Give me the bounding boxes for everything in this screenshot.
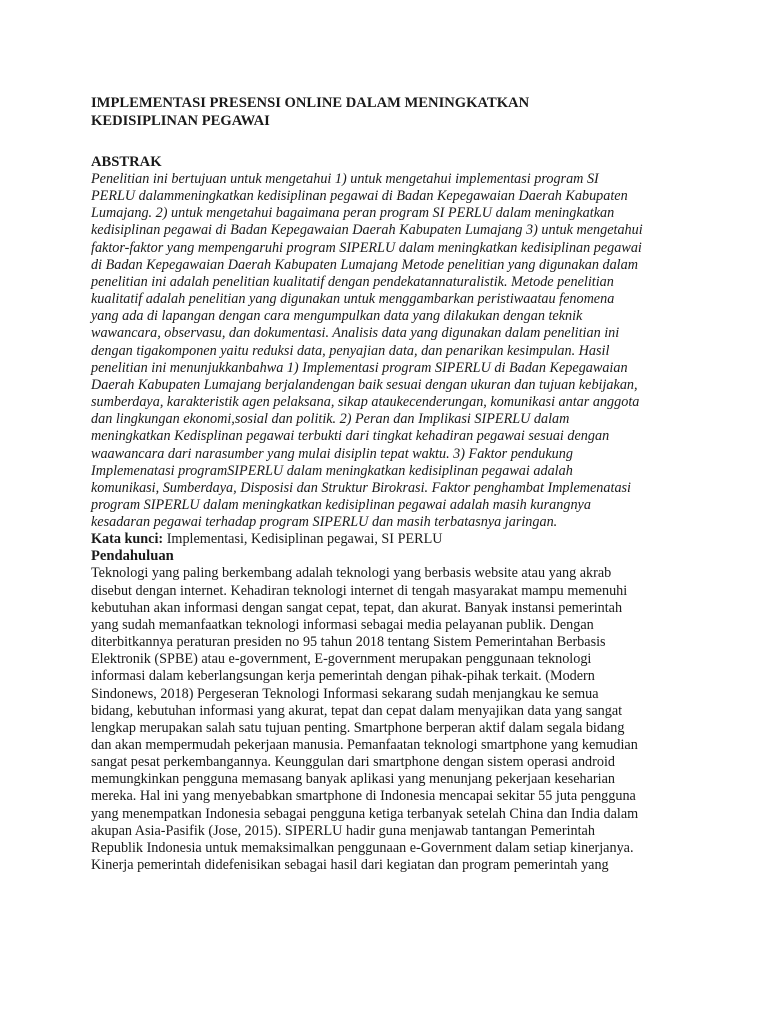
abstract-line: Lumajang. 2) untuk mengetahui bagaimana peran program SI PERLU dalam meningkatkan bbox=[91, 205, 615, 222]
abstract-line: kedisiplinan pegawai di Badan Kepegawaian Daerah Kabupaten Lumajang 3) untuk mengetahui bbox=[91, 222, 643, 239]
abstract-line: program SIPERLU dalam meningkatkan kedisiplinan pegawai adalah masih kurangnya bbox=[91, 496, 591, 513]
body-line: Republik Indonesia untuk memaksimalkan penggunaan e-Government dalam setiap kinerjanya. bbox=[91, 839, 634, 856]
body-line: lengkap merupakan salah satu tujuan penting. Smartphone berperan aktif dalam segala bidang bbox=[91, 719, 625, 736]
body-line: yang menempatkan Indonesia sebagai pengguna ketiga terbanyak setelah China dan India dalam bbox=[91, 805, 639, 822]
body-line: Kinerja pemerintah didefenisikan sebagai hasil dari kegiatan dan program pemerintah yang bbox=[91, 857, 609, 874]
abstract-line: faktor-faktor yang mempengaruhi program SIPERLU dalam meningkatkan kedisiplinan pegawai bbox=[91, 239, 642, 256]
abstract-body bbox=[91, 171, 691, 531]
body-line: yang sudah memanfaatkan teknologi informasi sebagai media pelayanan publik. Dengan bbox=[91, 616, 594, 633]
abstract-line: komunikasi, Sumberdaya, Disposisi dan Struktur Birokrasi. Faktor penghambat Implemenatasi bbox=[91, 479, 631, 496]
body-line: Elektronik (SPBE) atau e-government, E-government merupakan penggunaan teknologi bbox=[91, 651, 592, 668]
body-line: informasi dalam keberlangsungan kerja pemerintah dengan pihak-pihak terkait. (Modern bbox=[91, 668, 595, 685]
body-line: sangat pesat perkembangannya. Keunggulan dari smartphone dengan sistem operasi android bbox=[91, 754, 615, 771]
body-line: bidang, kebutuhan informasi yang akurat, tepat dan cepat dalam menyajikan data yang sangat bbox=[91, 702, 623, 719]
body-line: kebutuhan akan informasi dengan sangat cepat, tepat, dan akurat. Banyak instansi pemerintah bbox=[91, 599, 623, 616]
abstract-line: dan lingkungan ekonomi,sosial dan politik. 2) Peran dan Implikasi SIPERLU dalam bbox=[91, 411, 570, 428]
pendahuluan-heading: Pendahuluan bbox=[91, 548, 174, 565]
title-line: KEDISIPLINAN PEGAWAI bbox=[91, 113, 270, 129]
abstract-line: Implemenatasi programSIPERLU dalam meningkatkan kedisiplinan pegawai adalah bbox=[91, 462, 573, 479]
abstract-line: PERLU dalammeningkatkan kedisiplinan pegawai di Badan Kepegawaian Daerah Kabupaten bbox=[91, 188, 628, 205]
abstract-line: kualitatif adalah penelitian yang digunakan untuk menggambarkan peristiwaatau fenomena bbox=[91, 291, 615, 308]
document-page bbox=[91, 94, 691, 874]
keywords-label: Kata kunci: bbox=[91, 531, 164, 548]
body-line: disebut dengan internet. Kehadiran teknologi internet di tengah masyarakat mampu memenuhi bbox=[91, 582, 628, 599]
abstract-line: kesadaran pegawai terhadap program SIPERLU dan masih terbatasnya jaringan. bbox=[91, 514, 558, 531]
keywords-text: Implementasi, Kedisiplinan pegawai, SI PERLU bbox=[163, 531, 443, 548]
abstract-line: penelitian ini adalah penelitian kualitatif dengan pendekatannaturalistik. Metode penelitian bbox=[91, 273, 614, 290]
paper-title bbox=[91, 94, 691, 130]
abstract-line: dengan tigakomponen yaitu reduksi data, penyajian data, dan penarikan kesimpulan. Hasil bbox=[91, 342, 610, 359]
abstract-line: sumberdaya, karakteristik agen pelaksana, sikap ataukecenderungan, komunikasi antar anggota bbox=[91, 394, 640, 411]
keywords bbox=[91, 531, 691, 548]
abstract-heading: ABSTRAK bbox=[91, 154, 162, 170]
abstract-line: Penelitian ini bertujuan untuk mengetahui 1) untuk mengetahui implementasi program SI bbox=[91, 171, 599, 187]
body-line: memungkinkan pengguna memasang banyak aplikasi yang menunjang pekerjaan keseharian bbox=[91, 771, 615, 788]
body-line: diterbitkannya peraturan presiden no 95 tahun 2018 tentang Sistem Pemerintahan Berbasis bbox=[91, 634, 606, 651]
body-line: Teknologi yang paling berkembang adalah teknologi yang berbasis website atau yang akrab bbox=[91, 565, 612, 582]
abstract-line: meningkatkan Kedisplinan pegawai terbukti dari tingkat kehadiran pegawai sesuai dengan bbox=[91, 428, 610, 445]
abstract-line: penelitian ini menunjukkanbahwa 1) Implementasi program SIPERLU di Badan Kepegawaian bbox=[91, 359, 628, 376]
body-line: mereka. Hal ini yang menyebabkan smartphone di Indonesia mencapai sekitar 55 juta pengguna bbox=[91, 788, 636, 805]
abstract-line: yang ada di lapangan dengan cara mengumpulkan data yang dilakukan dengan teknik bbox=[91, 308, 583, 325]
abstract-line: di Badan Kepegawaian Daerah Kabupaten Lumajang Metode penelitian yang digunakan dalam bbox=[91, 256, 638, 273]
title-line: IMPLEMENTASI PRESENSI ONLINE DALAM MENINGKATKAN bbox=[91, 95, 530, 111]
abstract-line: wawancara, observasu, dan dokumentasi. Analisis data yang digunakan dalam penelitian ini bbox=[91, 325, 620, 342]
body-line: Sindonews, 2018) Pergeseran Teknologi Informasi sekarang sudah menjangkau ke semua bbox=[91, 685, 599, 702]
abstract-line: waawancara dari narasumber yang mulai disiplin tepat waktu. 3) Faktor pendukung bbox=[91, 445, 573, 462]
body-line: dan akan mempermudah pekerjaan manusia. Pemanfaatan teknologi smartphone yang kemudian bbox=[91, 737, 638, 753]
body-line: akupan Asia-Pasifik (Jose, 2015). SIPERLU hadir guna menjawab tantangan Pemerintah bbox=[91, 822, 595, 839]
abstract-line: Daerah Kabupaten Lumajang berjalandengan baik sesuai dengan ukuran dan tujuan kebijakan, bbox=[91, 376, 638, 393]
introduction-body bbox=[91, 565, 691, 874]
